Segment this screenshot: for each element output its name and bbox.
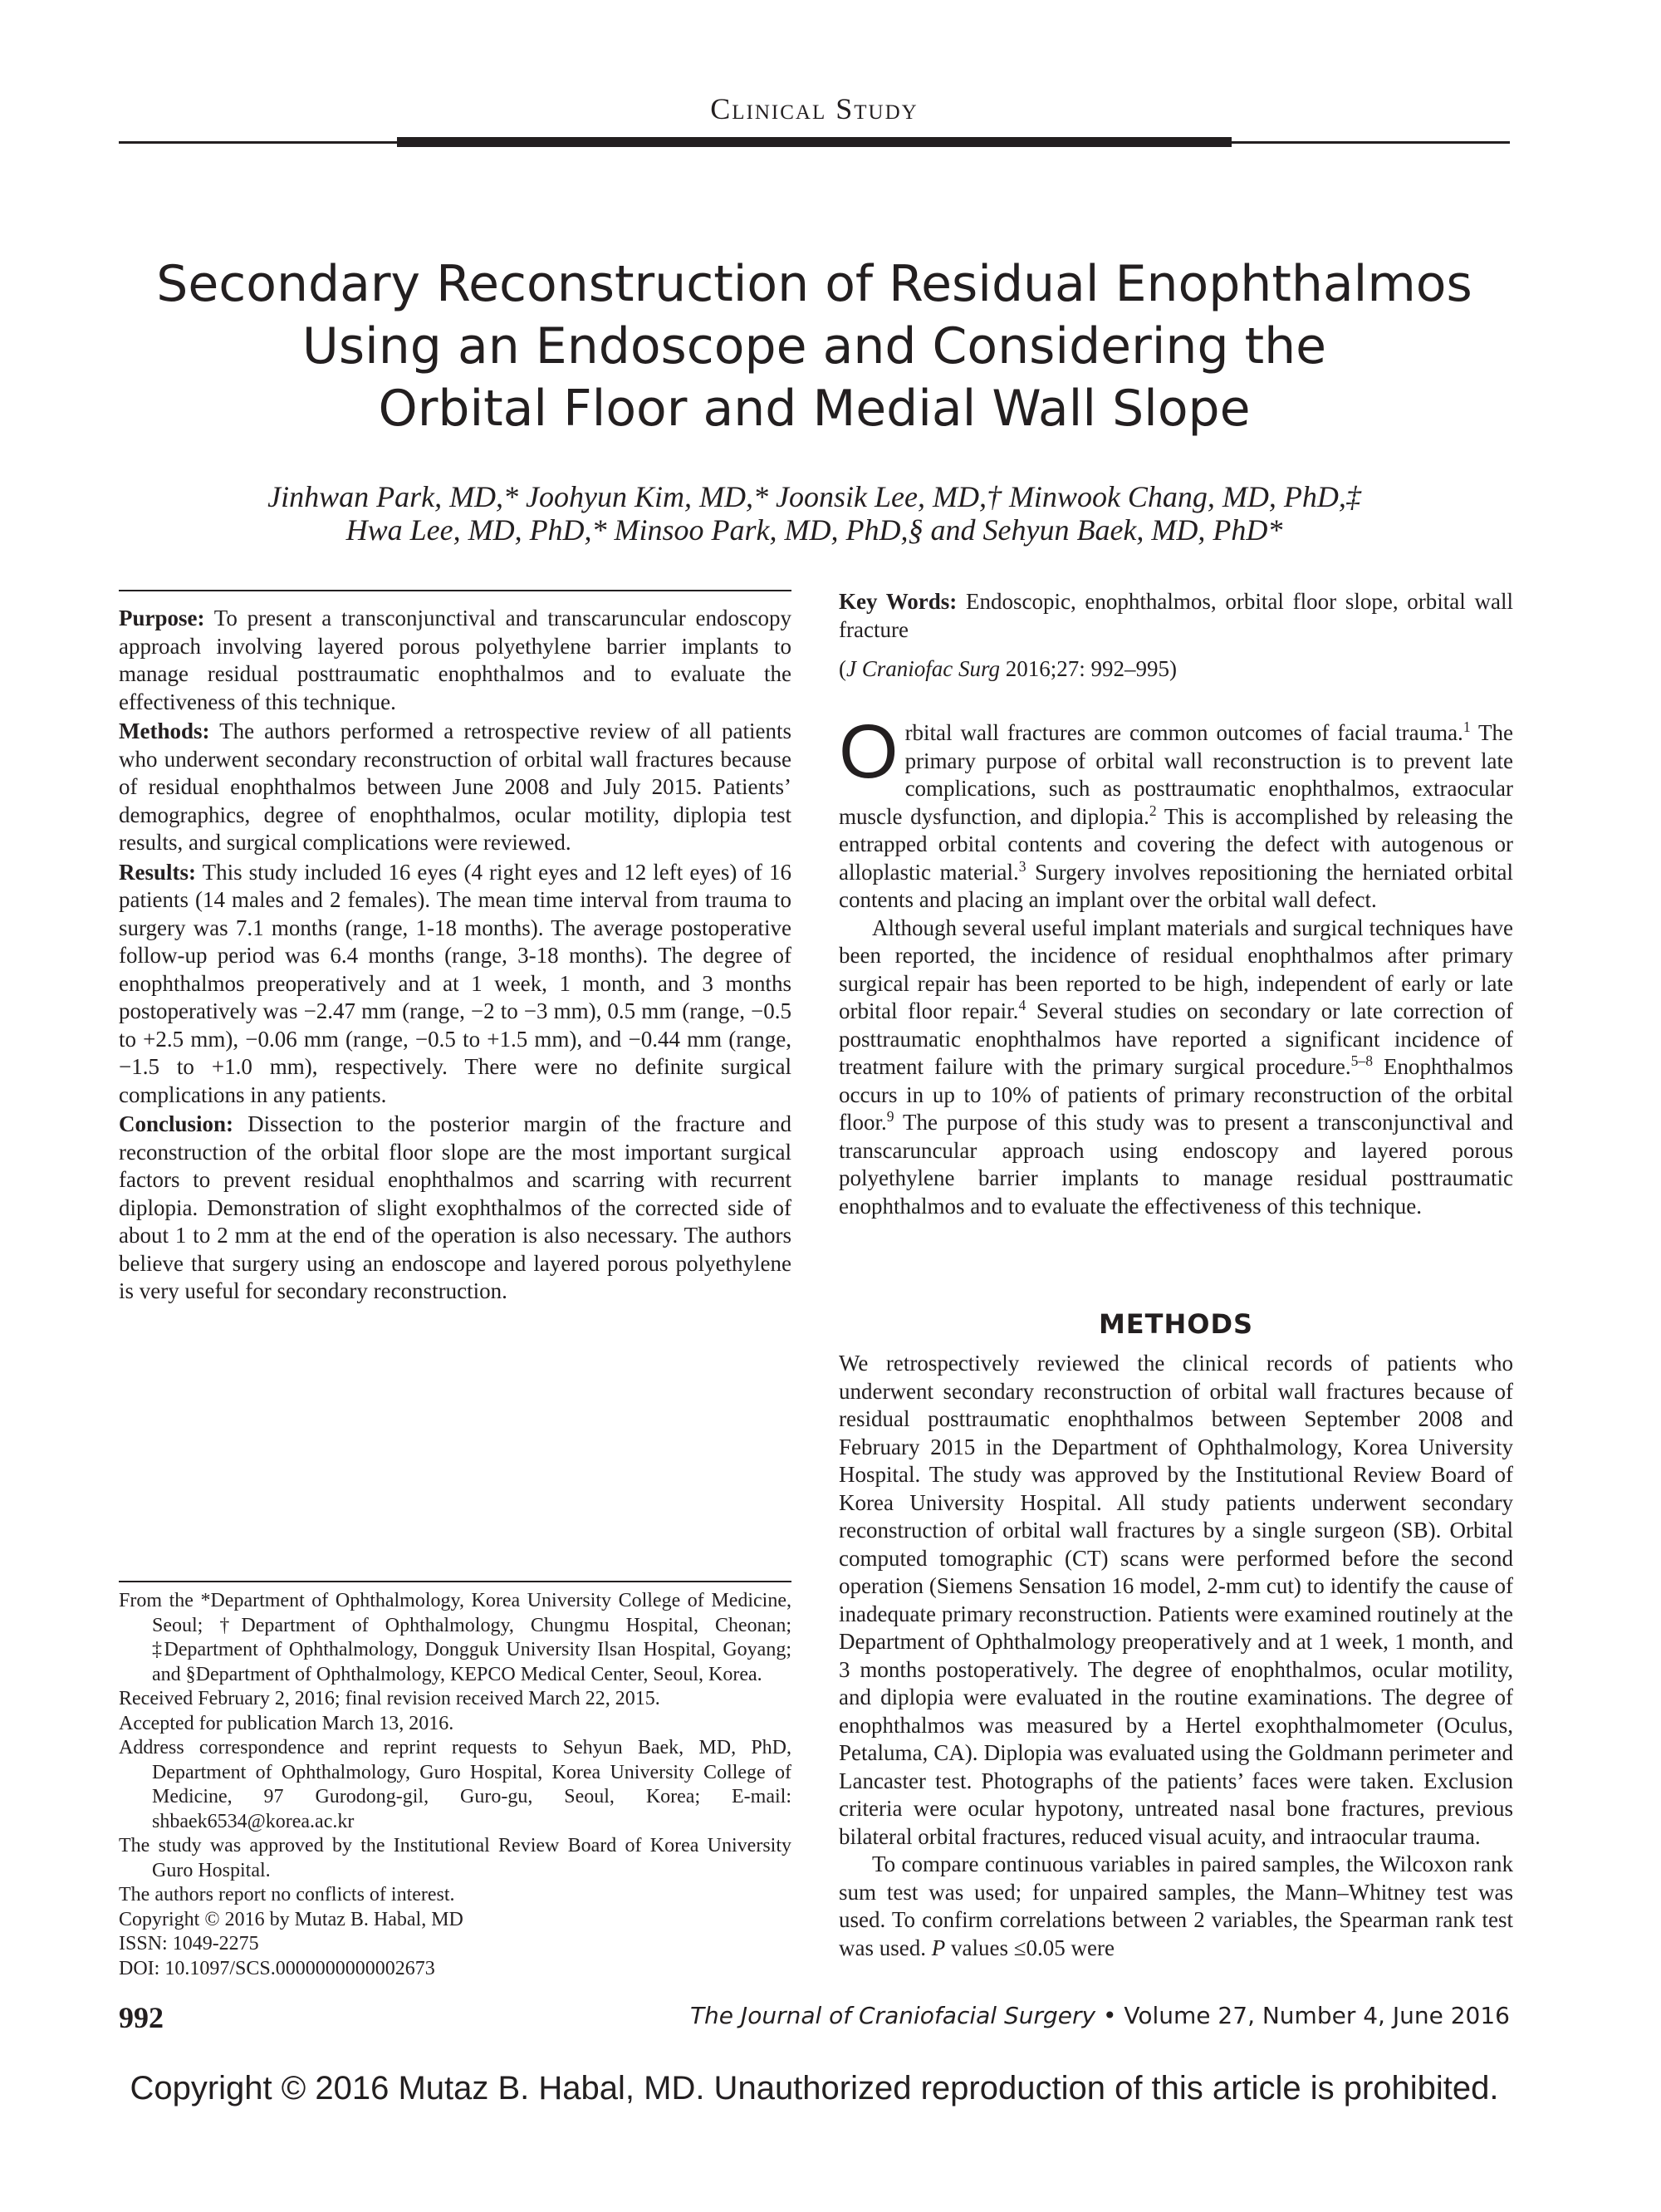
author-list xyxy=(119,480,1510,547)
results-text: This study included 16 eyes (4 right eyes and 12 left eyes) of 16 patients (14 males and 2 females). The mean time interval from trauma to surgery was 7.1 months (range, 1-18 months). The average postoperative follow-up period was 6.4 months (range, 3-18 months). The degree of enophthalmos preoperatively and at 1 week, 1 month, and 3 months postoperatively was −2.47 mm (range, −2 to −3 mm), 0.5 mm (range, −0.5 to +2.5 mm), −0.06 mm (range, −0.5 to +1.5 mm), and −0.44 mm (range, −1.5 to +1.0 mm), respectively. There were no definite surgical complications in any patients. xyxy=(119,859,791,1107)
footnote-issn: ISSN: 1049-2275 xyxy=(119,1933,259,1955)
purpose-text: To present a transconjunctival and transcaruncular endoscopy approach involving layered porous polyethylene barrier implants to manage residual posttraumatic enophthalmos and to evaluate the effectiveness of this technique. xyxy=(119,606,791,714)
footnote-rule xyxy=(119,1581,791,1582)
intro-text: The purpose of this study was to present a transconjunctival and transcaruncular approach using endoscopy and layered porous polyethylene barrier implants to manage residual posttraumatic enophthalmos and to evaluate the effectiveness of this technique. xyxy=(839,1110,1513,1219)
reference-marker: 3 xyxy=(1018,857,1026,875)
methods-text: The authors performed a retrospective review of all patients who underwent secondary reconstruction of orbital wall fractures because of residual enophthalmos between June 2008 and July 2015. Patients’ demographics, degree of enophthalmos, ocular motility, diplopia test results, and surgical complications were reviewed. xyxy=(119,719,791,855)
intro-text: The primary purpose of orbital wall reconstruction is to prevent late complications, such as posttraumatic enophthalmos, extraocular muscle dysfunction, and diplopia. xyxy=(839,720,1513,829)
reference-marker: 9 xyxy=(886,1108,894,1125)
author-line: Hwa Lee, MD, PhD,* Minsoo Park, MD, PhD,§ and Sehyun Baek, MD, PhD* xyxy=(345,513,1283,547)
reference-marker: 4 xyxy=(1018,997,1026,1013)
title-line: Orbital Floor and Medial Wall Slope xyxy=(378,380,1251,438)
title-line: Secondary Reconstruction of Residual Enophthalmos xyxy=(156,255,1472,313)
methods-text: values ≤0.05 were xyxy=(945,1935,1115,1960)
intro-paragraph xyxy=(839,915,1513,1221)
intro-text: Several studies on secondary or late correction of posttraumatic enophthalmos have reported a significant incidence of treatment failure with the primary surgical procedure. xyxy=(839,998,1513,1079)
footnote-affiliations: From the *Department of Ophthalmology, Korea University College of Medicine, Seoul; †Department of Ophthalmology, Chungmu Hospital, Cheonan; ‡Department of Ophthalmology, Dongguk University Ilsan Hospital, Goyang; and §Department of Ophthalmology, KEPCO Medical Center, Seoul, Korea. xyxy=(119,1590,791,1685)
intro-text: Enophthalmos occurs in up to 10% of patients of primary reconstruction of the orbital floor. xyxy=(839,1054,1513,1135)
running-head: Clinical Study xyxy=(710,92,919,125)
footnote-conflicts: The authors report no conflicts of interest. xyxy=(119,1884,455,1905)
intro-paragraph xyxy=(839,709,1513,915)
conclusion-text: Dissection to the posterior margin of the fracture and reconstruction of the orbital floor slope are the most important surgical factors to prevent residual enophthalmos and scarring with recurrent diplopia. Demonstration of slight exophthalmos of the corrected side of about 1 to 2 mm at the end of the operation is also necessary. The authors believe that surgery using an endoscope and layered porous polyethylene is very useful for secondary reconstruction. xyxy=(119,1111,791,1303)
keywords-label: Key Words: xyxy=(839,589,958,614)
methods-text: To compare continuous variables in paired samples, the Wilcoxon rank sum test was used; for unpaired samples, the Mann–Whitney test was used. To confirm correlations between 2 variables, the Spearman rank test was used. xyxy=(839,1852,1513,1960)
intro-text: Surgery involves repositioning the herniated orbital contents and placing an implant over the orbital wall defect. xyxy=(839,859,1513,912)
footnote-doi: DOI: 10.1097/SCS.0000000000002673 xyxy=(119,1957,435,1979)
citation-open: ( xyxy=(839,656,846,681)
abstract-purpose xyxy=(119,605,791,716)
reference-marker: 2 xyxy=(1149,802,1157,819)
footnote-accepted: Accepted for publication March 13, 2016. xyxy=(119,1712,454,1734)
conclusion-label: Conclusion: xyxy=(119,1111,234,1136)
methods-heading: METHODS xyxy=(1098,1308,1254,1340)
p-value-symbol: P xyxy=(931,1935,946,1960)
keywords-text: Endoscopic, enophthalmos, orbital floor slope, orbital wall fracture xyxy=(839,589,1513,642)
reference-marker: 1 xyxy=(1463,719,1471,735)
intro-text: rbital wall fractures are common outcomes of facial trauma. xyxy=(904,720,1463,745)
footnote-irb: The study was approved by the Institutional Review Board of Korea University Guro Hospital. xyxy=(119,1835,791,1881)
page-number: 992 xyxy=(119,2001,164,2034)
journal-issue: • Volume 27, Number 4, June 2016 xyxy=(1095,2002,1510,2029)
header-rule-thick xyxy=(397,137,1232,147)
abstract-conclusion xyxy=(119,1111,791,1306)
journal-name: The Journal of Craniofacial Surgery xyxy=(689,2002,1096,2029)
keywords-block xyxy=(839,588,1513,695)
methods-paragraph: We retrospectively reviewed the clinical records of patients who underwent secondary reconstruction of orbital wall fractures because of residual posttraumatic enophthalmos between September 2008 and February 2015 in the Department of Ophthalmology, Korea University Hospital. The study was approved by the Institutional Review Board of Korea University Hospital. All study patients underwent secondary reconstruction of orbital wall fractures by a single surgeon (SB). Orbital computed tomographic (CT) scans were performed before the second operation (Siemens Sensation 16 model, 2-mm cut) to identify the cause of inadequate primary reconstruction. Patients were examined routinely at the Department of Ophthalmology preoperatively and at 1 week, 1 month, and 3 months postoperatively. The degree of enophthalmos, ocular motility, and diplopia were evaluated in the routine examinations. The degree of enophthalmos was measured by a Hertel exophthalmometer (Oculus, Petaluma, CA). Diplopia was evaluated using the Goldmann perimeter and Lancaster test. Photographs of the patients’ faces were taken. Exclusion criteria were ocular hypotony, untreated nasal bone fractures, previous bilateral orbital fractures, reduced visual acuity, and intraocular trauma. xyxy=(839,1351,1513,1849)
drop-cap: O xyxy=(839,709,899,794)
footnote-copyright: Copyright © 2016 by Mutaz B. Habal, MD xyxy=(119,1908,463,1930)
footnote-received: Received February 2, 2016; final revision received March 22, 2015. xyxy=(119,1688,660,1709)
intro-text: This is accomplished by releasing the entrapped orbital contents and covering the defect with autogenous or alloplastic material. xyxy=(839,803,1513,885)
title-line: Using an Endoscope and Considering the xyxy=(301,317,1327,375)
abstract-methods xyxy=(119,718,791,857)
article-title xyxy=(119,253,1510,440)
methods-section xyxy=(839,1350,1513,1962)
results-label: Results: xyxy=(119,859,196,885)
intro-text: Although several useful implant materials and surgical techniques have been reported, the incidence of residual enophthalmos after primary surgical repair has been reported to be high, independent of early or late orbital floor repair. xyxy=(839,915,1513,1023)
citation-rest: 2016;27: 992–995) xyxy=(1000,656,1177,681)
abstract-results xyxy=(119,859,791,1110)
citation-journal: J Craniofac Surg xyxy=(846,656,1000,681)
footnote-address: Address correspondence and reprint requests to Sehyun Baek, MD, PhD, Department of Ophthalmology, Guro Hospital, Korea University College of Medicine, 97 Gurodong-gil, Guro-gu, Seoul, Korea; E-mail: shbaek6534@korea.ac.kr xyxy=(119,1737,791,1832)
introduction xyxy=(839,709,1513,1220)
reference-marker: 5–8 xyxy=(1350,1052,1373,1069)
abstract xyxy=(119,605,791,1307)
abstract-rule xyxy=(119,590,791,591)
methods-label: Methods: xyxy=(119,719,210,743)
keywords xyxy=(839,588,1513,644)
footnotes xyxy=(119,1589,791,1981)
citation xyxy=(839,655,1513,684)
journal-footer xyxy=(581,2002,1510,2029)
purpose-label: Purpose: xyxy=(119,606,205,630)
author-line: Jinhwan Park, MD,* Joohyun Kim, MD,* Joonsik Lee, MD,† Minwook Chang, MD, PhD,‡ xyxy=(267,480,1361,513)
copyright-banner: Copyright © 2016 Mutaz B. Habal, MD. Unauthorized reproduction of this article is prohibited. xyxy=(130,2070,1499,2107)
methods-paragraph xyxy=(839,1851,1513,1962)
